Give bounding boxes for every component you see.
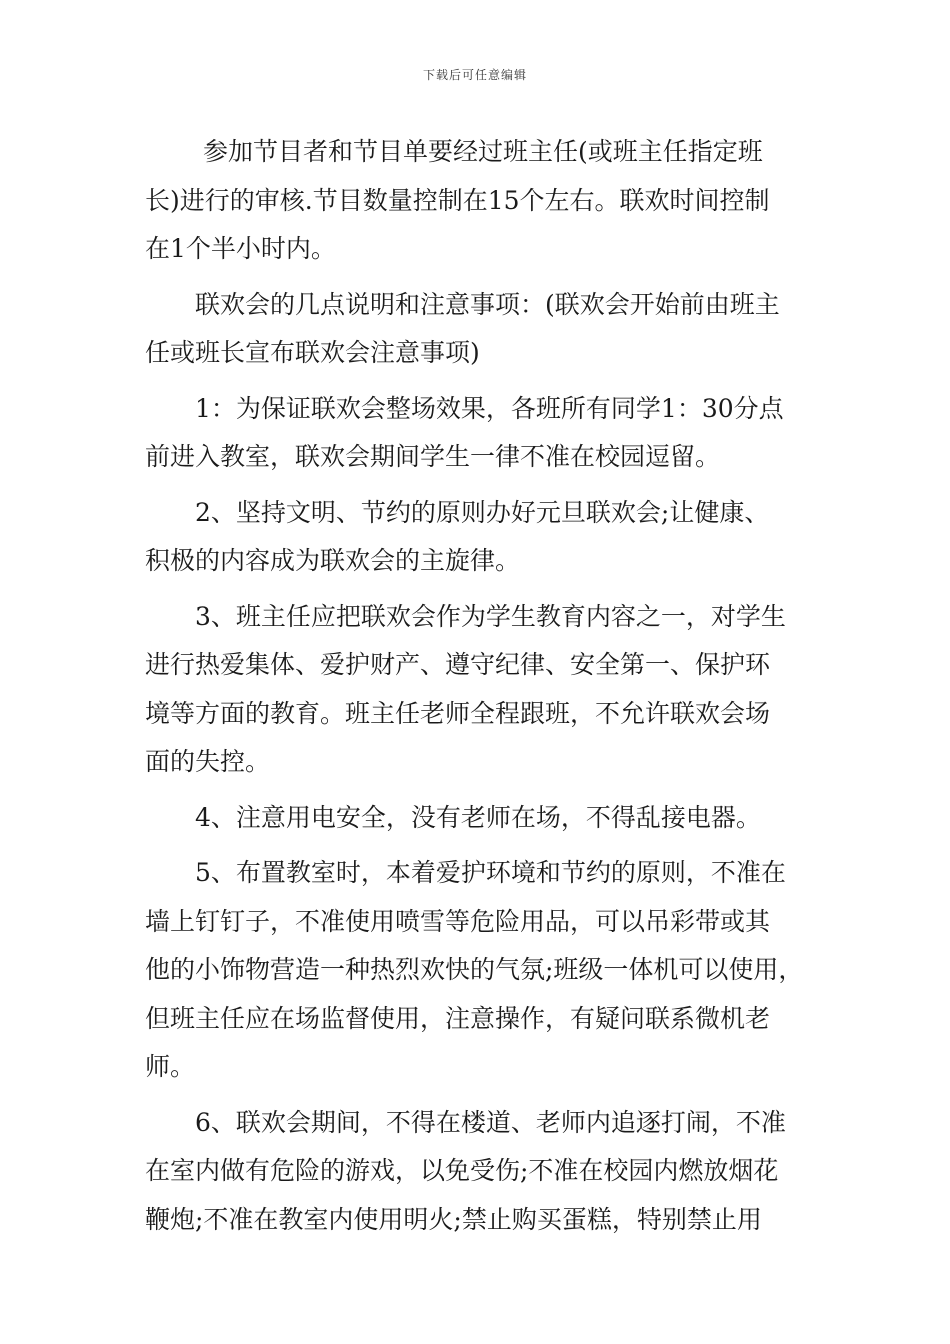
text-line: 5、布置教室时，本着爱护环境和节约的原则，不准在 bbox=[195, 858, 786, 887]
text-line: 鞭炮;不准在教室内使用明火;禁止购买蛋糕，特别禁止用 bbox=[145, 1204, 762, 1234]
page-header: 下载后可任意编辑 bbox=[422, 68, 527, 82]
paragraph-program-review bbox=[145, 128, 810, 274]
text-line: 4、注意用电安全，没有老师在场，不得乱接电器。 bbox=[195, 802, 761, 832]
text-line: 师。 bbox=[145, 1052, 196, 1081]
text-line: 3、班主任应把联欢会作为学生教育内容之一，对学生 bbox=[195, 601, 786, 631]
text-line: 参加节目者和节目单要经过班主任(或班主任指定班 bbox=[203, 137, 763, 166]
paragraph-item-4 bbox=[145, 794, 810, 843]
text-line: 长)进行的审核.节目数量控制在15个左右。联欢时间控制 bbox=[145, 185, 770, 215]
text-line: 积极的内容成为联欢会的主旋律。 bbox=[145, 546, 521, 575]
text-line: 6、联欢会期间，不得在楼道、老师内追逐打闹，不准 bbox=[195, 1107, 786, 1137]
text-line: 联欢会的几点说明和注意事项：(联欢会开始前由班主 bbox=[195, 289, 780, 319]
text-line: 他的小饰物营造一种热烈欢快的气氛;班级一体机可以使用， bbox=[145, 955, 804, 984]
text-line: 面的失控。 bbox=[145, 747, 271, 776]
paragraph-item-1 bbox=[145, 385, 810, 482]
text-line: 但班主任应在场监督使用，注意操作，有疑问联系微机老 bbox=[145, 1003, 771, 1033]
text-line: 任或班长宣布联欢会注意事项) bbox=[145, 338, 480, 367]
text-line: 进行热爱集体、爱护财产、遵守纪律、安全第一、保护环 bbox=[145, 650, 771, 679]
document-body bbox=[145, 128, 810, 1251]
text-line: 2、坚持文明、节约的原则办好元旦联欢会;让健康、 bbox=[195, 497, 770, 527]
text-line: 前进入教室，联欢会期间学生一律不准在校园逗留。 bbox=[145, 442, 721, 471]
paragraph-notes-intro bbox=[145, 281, 810, 378]
paragraph-item-2 bbox=[145, 489, 810, 586]
paragraph-item-6 bbox=[145, 1099, 810, 1245]
text-line: 墙上钉钉子，不准使用喷雪等危险用品，可以吊彩带或其 bbox=[145, 906, 771, 936]
paragraph-item-5 bbox=[145, 849, 810, 1092]
text-line: 在室内做有危险的游戏，以免受伤;不准在校园内燃放烟花 bbox=[145, 1156, 779, 1185]
text-line: 1：为保证联欢会整场效果，各班所有同学1：30分点 bbox=[195, 393, 784, 423]
text-line: 境等方面的教育。班主任老师全程跟班，不允许联欢会场 bbox=[145, 698, 771, 728]
text-line: 在1个半小时内。 bbox=[145, 234, 336, 263]
paragraph-item-3 bbox=[145, 593, 810, 787]
